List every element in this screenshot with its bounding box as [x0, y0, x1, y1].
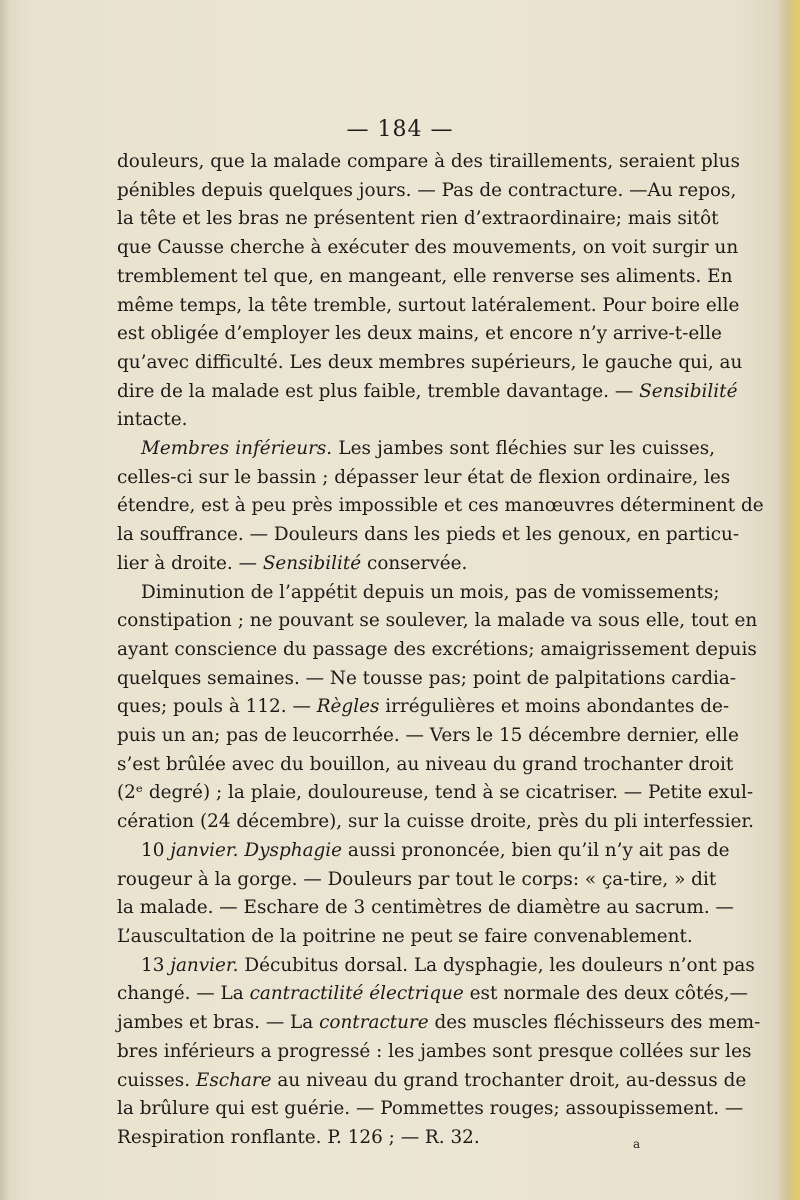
text-segment: douleurs, que la malade compare à des tiraillements, seraient plus: [117, 151, 740, 172]
text-segment: est obligée d’employer les deux mains, et encore n’y arrive-t-elle: [117, 323, 722, 345]
italic-text-segment: janvier. Dysphagie: [170, 839, 343, 861]
text-segment: Respiration ronflante. P. 126 ; — R. 32.: [117, 1126, 480, 1148]
text-segment: (2ᵉ degré) ; la plaie, douloureuse, tend à se cicatriser. — Petite exul-: [117, 782, 754, 804]
italic-text-segment: Membres inférieurs.: [141, 438, 333, 460]
text-line: [117, 894, 734, 923]
text-segment: 13: [141, 954, 171, 976]
text-segment: constipation ; ne pouvant se soulever, la malade va sous elle, tout en: [117, 610, 758, 632]
text-line: [117, 980, 748, 1009]
text-segment: des muscles fléchisseurs des mem-: [428, 1012, 761, 1034]
text-line: [117, 808, 755, 837]
text-segment: s’est brûlée avec du bouillon, au niveau du grand trochanter droit: [117, 753, 734, 775]
text-segment: conservée.: [361, 552, 468, 574]
text-segment: bres inférieurs a progressé : les jambes sont presque collées sur les: [117, 1040, 752, 1062]
text-segment: qu’avec difficulté. Les deux membres supérieurs, le gauche qui, au: [117, 351, 743, 373]
text-segment: irrégulières et moins abondantes de-: [379, 696, 730, 718]
text-segment: Décubitus dorsal. La dysphagie, les douleurs n’ont pas: [238, 954, 755, 976]
text-segment: au niveau du grand trochanter droit, au-dessus de: [271, 1069, 747, 1091]
text-line: [117, 234, 739, 263]
text-segment: la souffrance. — Douleurs dans les pieds et les genoux, en particu-: [117, 524, 740, 546]
text-segment: changé. — La: [117, 983, 250, 1005]
text-segment: dire de la malade est plus faible, tremble davantage. —: [117, 380, 640, 402]
text-line: [117, 148, 740, 177]
text-segment: tremblement tel que, en mangeant, elle renverse ses aliments. En: [117, 265, 733, 287]
text-segment: jambes et bras. — La: [117, 1012, 320, 1034]
text-segment: aussi prononcée, bien qu’il n’y ait pas de: [342, 839, 730, 861]
text-segment: lier à droite. —: [117, 552, 263, 574]
text-line: [117, 665, 737, 694]
text-line: [117, 607, 758, 636]
text-line: [117, 866, 715, 895]
text-line: [117, 492, 764, 521]
text-segment: intacte.: [117, 409, 188, 431]
text-segment: L’auscultation de la poitrine ne peut se faire convenablement.: [117, 925, 693, 947]
text-line: [117, 464, 731, 493]
text-segment: cuisses.: [117, 1069, 196, 1091]
corner-mark: a: [633, 1137, 641, 1151]
text-segment: quelques semaines. — Ne tousse pas; point de palpitations cardia-: [117, 667, 737, 689]
text-line: [117, 779, 754, 808]
text-line: [117, 1124, 715, 1153]
italic-text-segment: contracture: [319, 1012, 429, 1034]
page-number: — 184 —: [346, 117, 454, 142]
text-segment: étendre, est à peu près impossible et ces manœuvres déterminent de: [117, 495, 764, 517]
text-line: [117, 1038, 752, 1067]
text-segment: Les jambes sont fléchies sur les cuisses,: [332, 438, 715, 460]
text-segment: rougeur à la gorge. — Douleurs par tout le corps: « ça-tire, » dit: [117, 868, 717, 890]
text-line: [117, 349, 743, 378]
text-line: [117, 837, 730, 866]
text-segment: ques; pouls à 112. —: [117, 696, 317, 718]
text-line: [117, 952, 755, 981]
text-line: [117, 579, 720, 608]
text-line: [117, 550, 715, 579]
page-left-edge-shadow: [0, 0, 10, 1200]
text-line: [117, 693, 730, 722]
text-line: [117, 722, 739, 751]
text-segment: est normale des deux côtés,—: [463, 983, 748, 1005]
text-line: [117, 751, 734, 780]
text-line: [117, 406, 715, 435]
text-line: [117, 1095, 744, 1124]
text-line: [117, 1009, 761, 1038]
text-line: [117, 435, 715, 464]
text-segment: Diminution de l’appétit depuis un mois, pas de vomissements;: [141, 581, 720, 603]
italic-text-segment: cantractilité électrique: [249, 983, 464, 1005]
text-segment: la brûlure qui est guérie. — Pommettes rouges; assoupissement. —: [117, 1098, 744, 1120]
text-segment: la tête et les bras ne présentent rien d’extraordinaire; mais sitôt: [117, 208, 719, 230]
text-segment: cération (24 décembre), sur la cuisse droite, près du pli interfessier.: [117, 811, 755, 833]
text-segment: puis un an; pas de leucorrhée. — Vers le 15 décembre dernier, elle: [117, 725, 739, 747]
text-segment: la malade. — Eschare de 3 centimètres de diamètre au sacrum. —: [117, 897, 734, 919]
body-text: [117, 148, 764, 1153]
italic-text-segment: Sensibilité: [639, 380, 738, 402]
italic-text-segment: janvier.: [170, 954, 239, 976]
text-line: [117, 320, 722, 349]
text-line: [117, 378, 738, 407]
text-segment: que Causse cherche à exécuter des mouvements, on voit surgir un: [117, 237, 739, 259]
text-line: [117, 923, 715, 952]
page-right-edge-binding: [776, 0, 800, 1200]
italic-text-segment: Règles: [316, 696, 380, 718]
text-segment: pénibles depuis quelques jours. — Pas de contracture. —Au repos,: [117, 179, 737, 201]
italic-text-segment: Sensibilité: [262, 552, 362, 574]
text-line: [117, 636, 757, 665]
text-segment: 10: [141, 839, 171, 861]
text-line: [117, 521, 740, 550]
text-line: [117, 263, 733, 292]
text-line: [117, 1067, 747, 1096]
text-line: [117, 205, 719, 234]
text-segment: celles-ci sur le bassin ; dépasser leur état de flexion ordinaire, les: [117, 466, 731, 488]
text-segment: même temps, la tête tremble, surtout latéralement. Pour boire elle: [117, 294, 740, 316]
text-line: [117, 177, 737, 206]
text-segment: ayant conscience du passage des excrétions; amaigrissement depuis: [117, 638, 757, 660]
italic-text-segment: Eschare: [195, 1069, 272, 1091]
text-line: [117, 292, 740, 321]
